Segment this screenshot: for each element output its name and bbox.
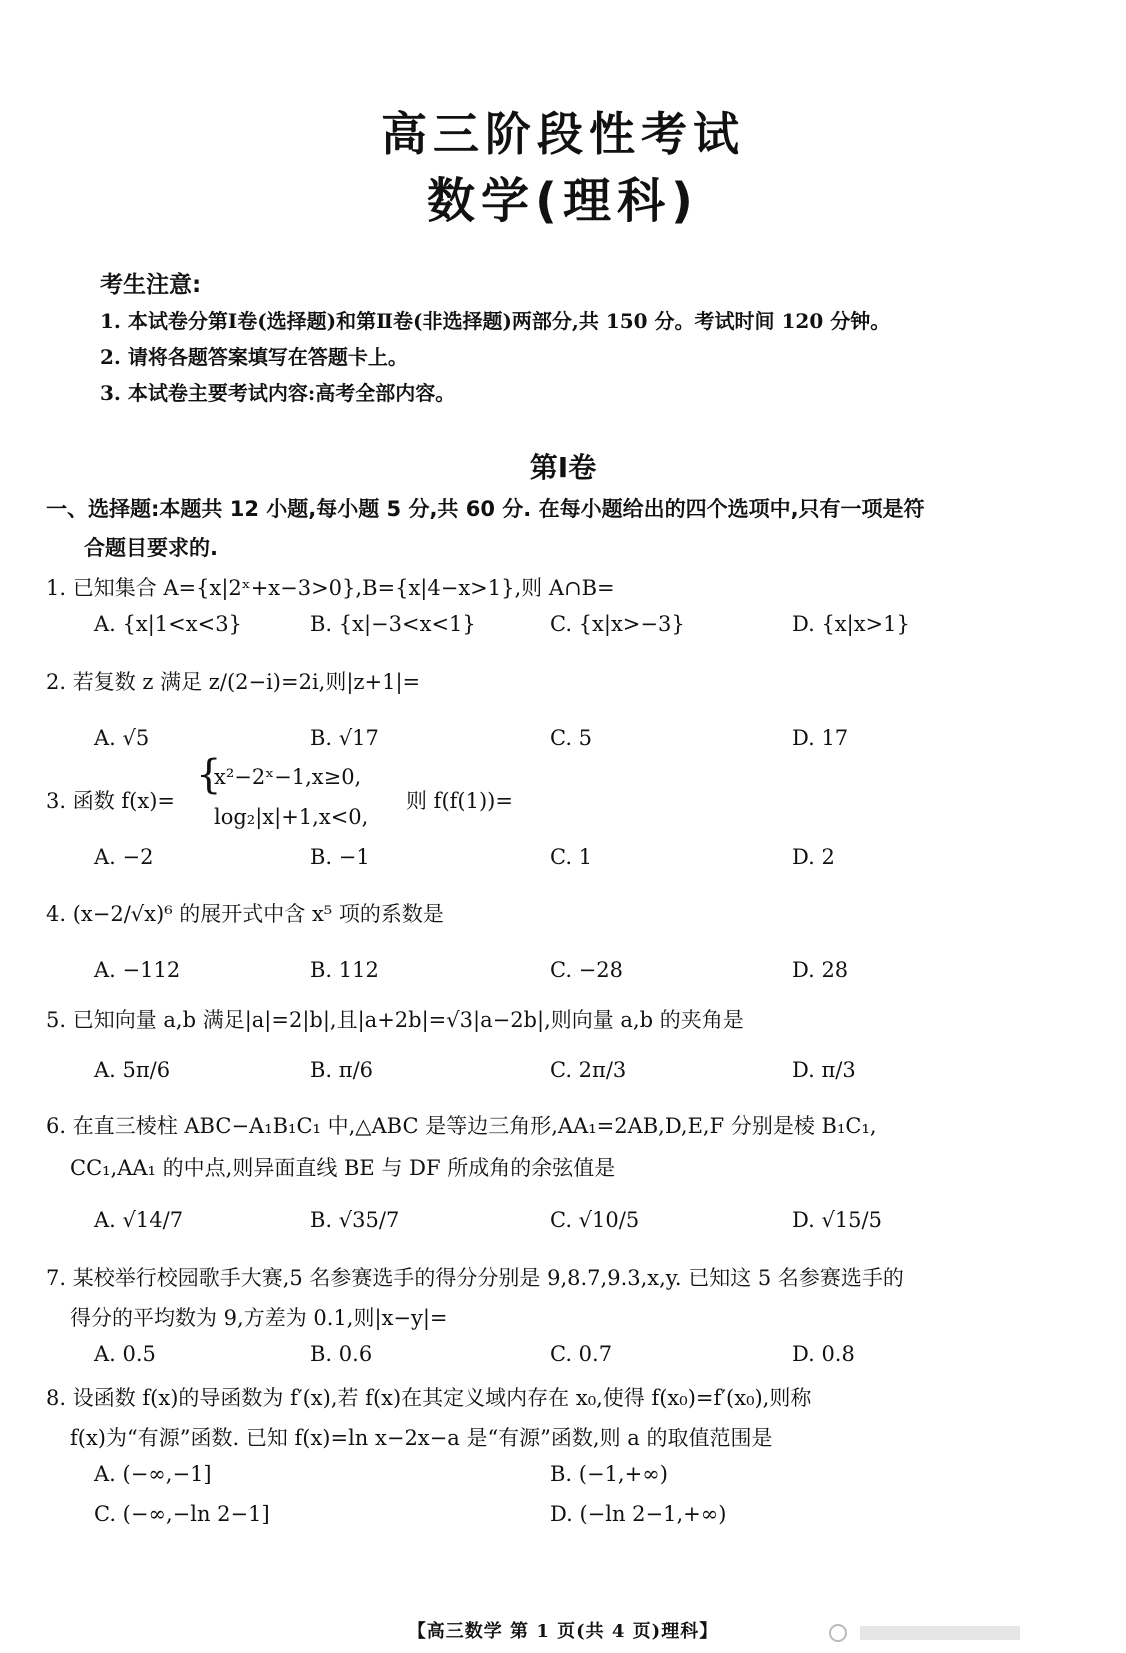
question-stem: 1. 已知集合 A={x|2ˣ+x−3>0},B={x|4−x>1},则 A∩B= [46,576,615,600]
notice-item: 2. 请将各题答案填写在答题卡上。 [100,345,408,369]
option-c: C. 1 [550,845,593,869]
option-a: A. −112 [94,958,181,982]
watermark-logo [820,1618,1040,1648]
question-stem: 8. 设函数 f(x)的导函数为 f′(x),若 f(x)在其定义域内存在 x₀,使得 f(x₀)=f′(x₀),则称 [46,1386,812,1410]
question-stem: 6. 在直三棱柱 ABC−A₁B₁C₁ 中,△ABC 是等边三角形,AA₁=2AB,D,E,F 分别是棱 B₁C₁, [46,1114,877,1138]
option-a: A. √14/7 [94,1208,184,1232]
question-stem-cont: 得分的平均数为 9,方差为 0.1,则|x−y|= [70,1306,448,1330]
exam-title: 高三阶段性考试 [381,107,745,161]
option-d: D. √15/5 [792,1208,882,1232]
question-stem: 5. 已知向量 a,b 满足|a|=2|b|,且|a+2b|=√3|a−2b|,则向量 a,b 的夹角是 [46,1008,744,1032]
option-b: B. 112 [310,958,379,982]
piece-line-1: x²−2ˣ−1,x≥0, [214,765,362,789]
notice-item: 3. 本试卷主要考试内容:高考全部内容。 [100,381,456,405]
option-d: D. (−ln 2−1,+∞) [550,1502,727,1526]
question-stem: 2. 若复数 z 满足 z/(2−i)=2i,则|z+1|= [46,670,421,694]
volume-title: 第Ⅰ卷 [529,451,597,484]
option-c: C. (−∞,−ln 2−1] [94,1502,270,1526]
option-c: C. −28 [550,958,623,982]
option-a: A. 5π/6 [94,1058,171,1082]
option-c: C. 0.7 [550,1342,613,1366]
option-c: C. √10/5 [550,1208,640,1232]
option-a: A. √5 [94,726,150,750]
question-stem: 7. 某校举行校园歌手大赛,5 名参赛选手的得分分别是 9,8.7,9.3,x,y. 已知这 5 名参赛选手的 [46,1266,904,1290]
option-b: B. √17 [310,726,379,750]
question-stem-cont: f(x)为“有源”函数. 已知 f(x)=ln x−2x−a 是“有源”函数,则 a 的取值范围是 [70,1426,773,1450]
page-footer: 【高三数学 第 1 页(共 4 页)理科】 [407,1621,719,1642]
option-b: B. √35/7 [310,1208,400,1232]
question-stem: 4. (x−2/√x)⁶ 的展开式中含 x⁵ 项的系数是 [46,902,444,926]
option-b: B. −1 [310,845,370,869]
option-a: A. (−∞,−1] [94,1462,212,1486]
section-instructions-cont: 合题目要求的. [84,536,218,560]
option-a: A. −2 [94,845,154,869]
option-c: C. {x|x>−3} [550,612,685,636]
exam-subject: 数学(理科) [427,173,699,229]
option-d: D. 17 [792,726,849,750]
brace-symbol: { [196,752,222,798]
option-b: B. π/6 [310,1058,374,1082]
section-instructions: 一、选择题:本题共 12 小题,每小题 5 分,共 60 分. 在每小题给出的四个选项中,只有一项是符 [46,497,925,521]
option-b: B. (−1,+∞) [550,1462,668,1486]
option-c: C. 2π/3 [550,1058,627,1082]
option-d: D. π/3 [792,1058,856,1082]
piece-line-2: log₂|x|+1,x<0, [214,805,369,829]
question-stem: 3. 函数 f(x)= [46,789,175,813]
option-d: D. {x|x>1} [792,612,910,636]
option-b: B. {x|−3<x<1} [310,612,476,636]
notice-heading: 考生注意: [100,272,202,298]
option-a: A. {x|1<x<3} [94,612,242,636]
notice-item: 1. 本试卷分第Ⅰ卷(选择题)和第Ⅱ卷(非选择题)两部分,共 150 分。考试时间 120 分钟。 [100,309,891,333]
option-a: A. 0.5 [94,1342,156,1366]
option-d: D. 28 [792,958,849,982]
option-c: C. 5 [550,726,593,750]
option-d: D. 0.8 [792,1342,855,1366]
question-stem-cont: CC₁,AA₁ 的中点,则异面直线 BE 与 DF 所成角的余弦值是 [70,1156,616,1180]
option-d: D. 2 [792,845,835,869]
question-stem-tail: 则 f(f(1))= [406,789,513,813]
option-b: B. 0.6 [310,1342,373,1366]
